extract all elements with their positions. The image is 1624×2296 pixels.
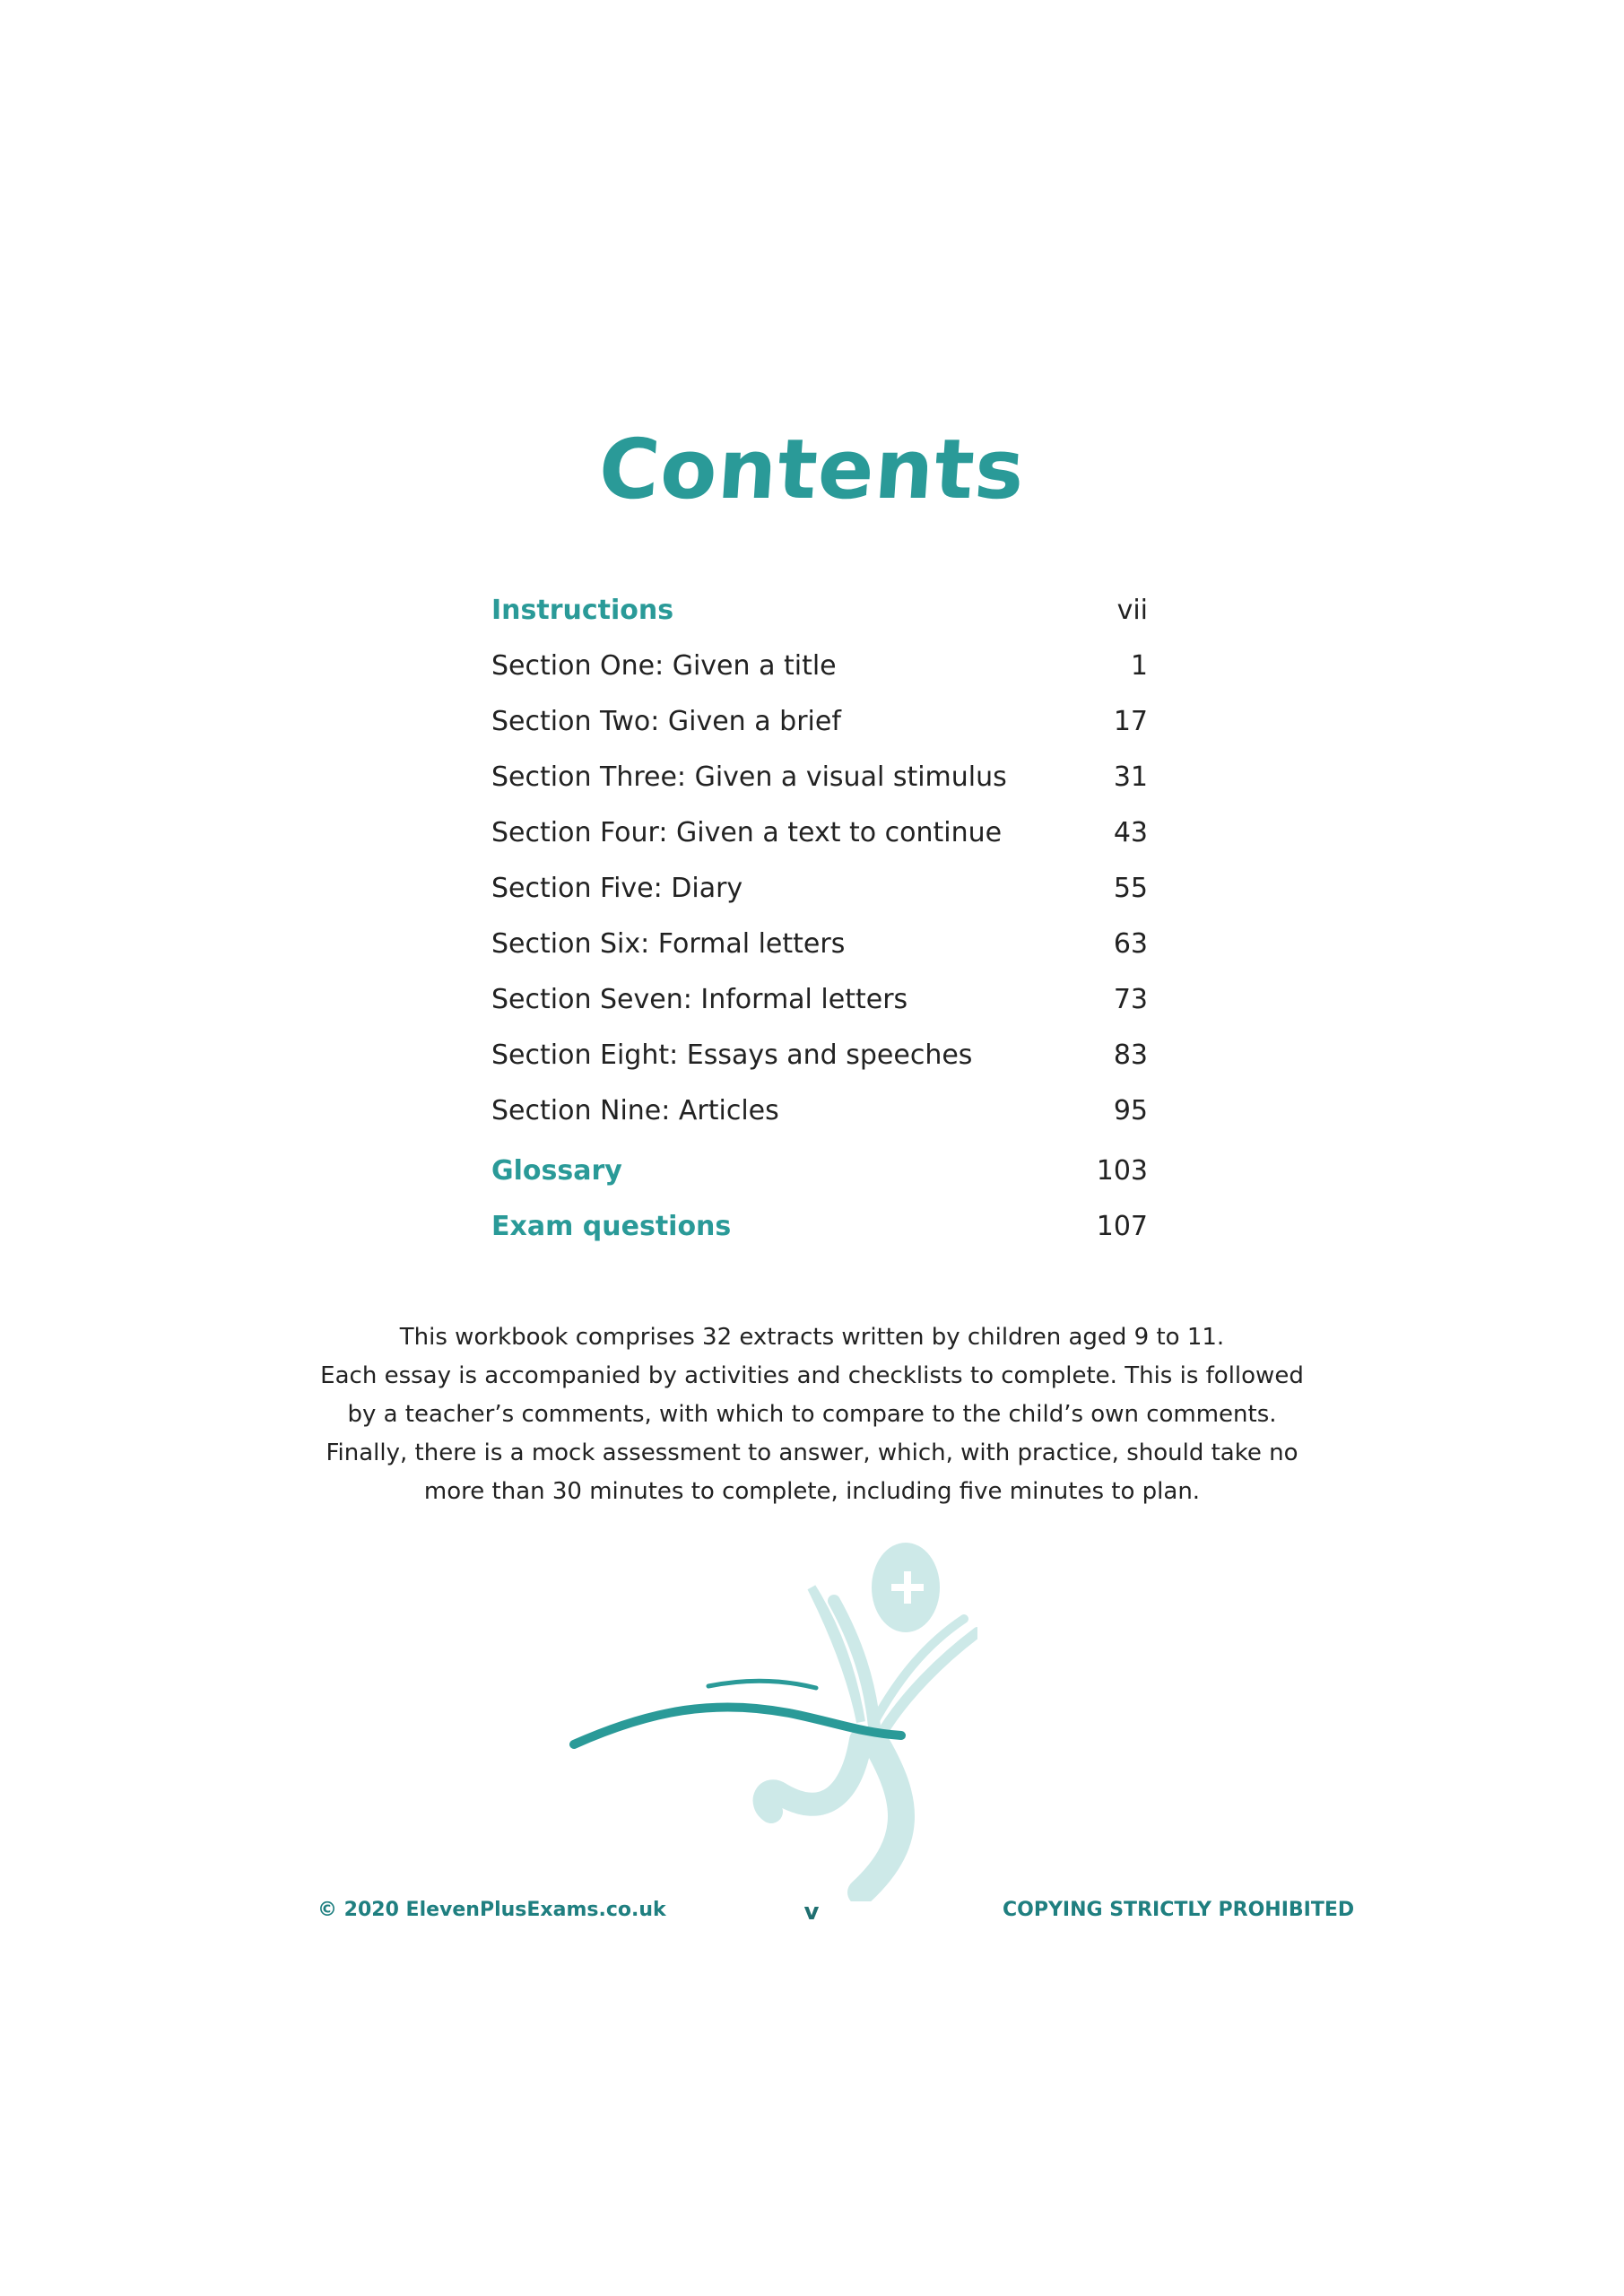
toc-entry-page: 17: [1113, 705, 1148, 737]
toc-entry-page: 95: [1113, 1094, 1148, 1126]
toc-entry: [491, 750, 1148, 804]
page-title: Contents: [595, 422, 1029, 517]
intro-paragraph: [296, 1318, 1328, 1511]
eleven-plus-runner-logo-icon: [565, 1525, 977, 1901]
toc-entry: [491, 1199, 1148, 1253]
toc-entry-label: Section Eight: Essays and speeches: [491, 1039, 973, 1071]
toc-entry-label: Section Seven: Informal letters: [491, 983, 908, 1015]
toc-entry-page: 1: [1130, 649, 1148, 682]
toc-entry-page: 55: [1113, 872, 1148, 904]
toc-entry-page: vii: [1116, 594, 1148, 626]
toc-entry-page: 31: [1113, 761, 1148, 793]
intro-line: Each essay is accompanied by activities and checklists to complete. This is followed: [320, 1362, 1304, 1389]
toc-entry-label: Section Five: Diary: [491, 872, 743, 904]
toc-entry-label: Instructions: [491, 594, 674, 626]
toc-entry: [491, 639, 1148, 692]
toc-entry: [491, 1083, 1148, 1137]
toc-entry-page: 83: [1113, 1039, 1148, 1071]
toc-entry-label: Section Two: Given a brief: [491, 705, 841, 737]
toc-entry: [491, 1144, 1148, 1197]
intro-line: Finally, there is a mock assessment to answer, which, with practice, should take no: [326, 1439, 1298, 1466]
intro-line: by a teacher’s comments, with which to compare to the child’s own comments.: [347, 1401, 1277, 1428]
toc-entry-label: Section Three: Given a visual stimulus: [491, 761, 1007, 793]
toc-entry: [491, 917, 1148, 970]
toc-entry-label: Exam questions: [491, 1210, 732, 1242]
toc-entry: [491, 861, 1148, 915]
toc-entry-page: 107: [1096, 1210, 1148, 1242]
intro-line: more than 30 minutes to complete, including five minutes to plan.: [423, 1478, 1201, 1505]
toc-entry-label: Section Six: Formal letters: [491, 927, 846, 960]
toc-entry-page: 63: [1113, 927, 1148, 960]
footer-copyright: © 2020 ElevenPlusExams.co.uk: [317, 1899, 666, 1921]
intro-line: This workbook comprises 32 extracts written by children aged 9 to 11.: [399, 1324, 1225, 1351]
toc-entry-label: Section Four: Given a text to continue: [491, 816, 1003, 848]
toc-entry: [491, 694, 1148, 748]
toc-entry-page: 43: [1113, 816, 1148, 848]
toc-entry-label: Section One: Given a title: [491, 649, 837, 682]
toc-entry: [491, 583, 1148, 637]
toc-entry: [491, 1028, 1148, 1082]
footer-page-number: v: [803, 1899, 820, 1926]
toc-entry-label: Glossary: [491, 1154, 622, 1187]
toc-entry: [491, 972, 1148, 1026]
toc-entry-label: Section Nine: Articles: [491, 1094, 779, 1126]
toc-entry: [491, 805, 1148, 859]
toc-entry-page: 103: [1096, 1154, 1148, 1187]
toc-entry-page: 73: [1113, 983, 1148, 1015]
footer-notice: COPYING STRICTLY PROHIBITED: [1003, 1899, 1355, 1921]
